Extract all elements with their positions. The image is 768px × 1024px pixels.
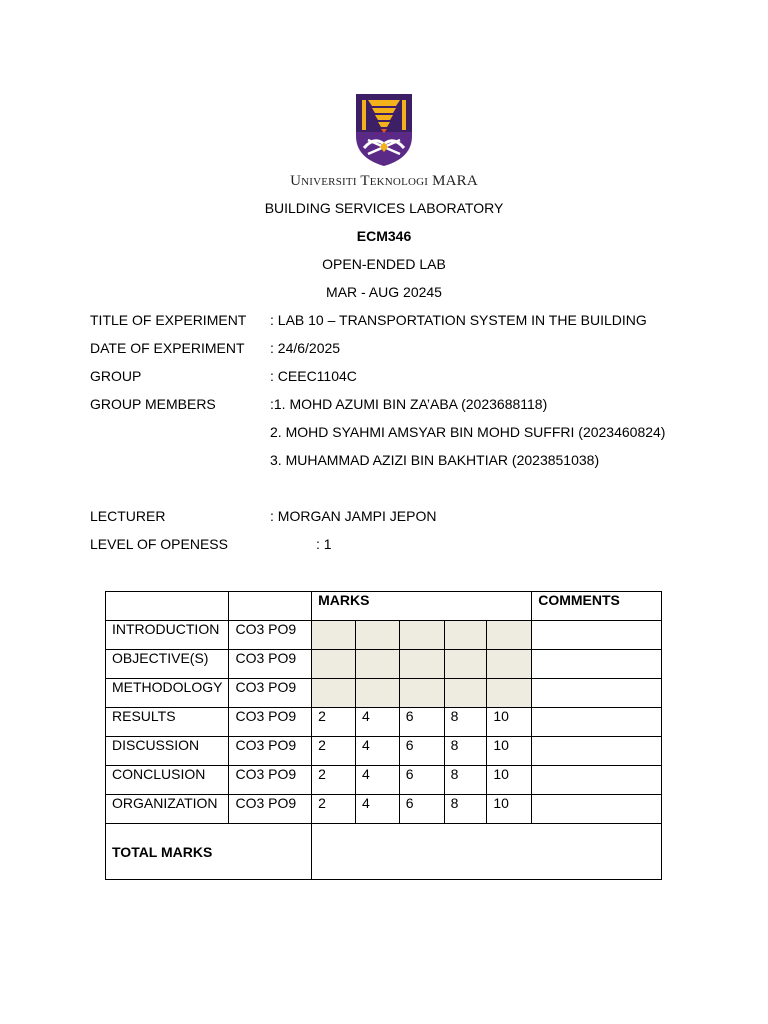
mark-cell[interactable]	[355, 650, 399, 679]
mark-cell[interactable]: 6	[399, 708, 444, 737]
mark-cell[interactable]	[312, 650, 356, 679]
mark-cell[interactable]	[444, 621, 487, 650]
comment-cell[interactable]	[532, 795, 662, 824]
mark-cell[interactable]: 6	[399, 766, 444, 795]
lecturer-value: : MORGAN JAMPI JEPON	[270, 508, 437, 524]
lab-name: BUILDING SERVICES LABORATORY	[264, 200, 504, 216]
mark-cell[interactable]: 10	[487, 795, 532, 824]
marks-header: MARKS	[312, 592, 532, 621]
date-value: : 24/6/2025	[270, 340, 341, 356]
mark-cell[interactable]: 2	[312, 708, 356, 737]
mark-cell[interactable]	[444, 650, 487, 679]
outcome-cell: CO3 PO9	[229, 679, 312, 708]
mark-cell[interactable]: 8	[444, 737, 487, 766]
member-2: 2. MOHD SYAHMI AMSYAR BIN MOHD SUFFRI (2023460824)	[270, 424, 666, 440]
criterion-cell: METHODOLOGY	[106, 679, 229, 708]
mark-cell[interactable]: 2	[312, 766, 356, 795]
criterion-cell: RESULTS	[106, 708, 229, 737]
mark-cell[interactable]: 4	[355, 766, 399, 795]
mark-cell[interactable]	[399, 621, 444, 650]
mark-cell[interactable]: 6	[399, 737, 444, 766]
criterion-cell: INTRODUCTION	[106, 621, 229, 650]
comment-cell[interactable]	[532, 650, 662, 679]
mark-cell[interactable]: 4	[355, 795, 399, 824]
outcome-cell: CO3 PO9	[229, 621, 312, 650]
mark-cell[interactable]: 6	[399, 795, 444, 824]
mark-cell[interactable]	[355, 621, 399, 650]
comment-cell[interactable]	[532, 679, 662, 708]
openess-label: LEVEL OF OPENESS	[90, 536, 228, 552]
mark-cell[interactable]	[312, 679, 356, 708]
table-row	[106, 795, 662, 824]
table-row	[106, 621, 662, 650]
member-3: 3. MUHAMMAD AZIZI BIN BAKHTIAR (2023851038)	[270, 452, 600, 468]
criterion-cell: CONCLUSION	[106, 766, 229, 795]
table-row	[106, 737, 662, 766]
comments-header: COMMENTS	[532, 592, 662, 621]
table-header-row	[106, 592, 662, 621]
header-empty-cell	[106, 592, 229, 621]
university-name: Universiti Teknologi MARA	[290, 173, 478, 189]
total-row	[106, 824, 662, 880]
title-value: : LAB 10 – TRANSPORTATION SYSTEM IN THE BUILDING	[270, 312, 647, 328]
mark-cell[interactable]	[312, 621, 356, 650]
semester: MAR - AUG 20245	[326, 284, 442, 300]
mark-cell[interactable]: 2	[312, 795, 356, 824]
group-label: GROUP	[90, 368, 142, 384]
table-row	[106, 679, 662, 708]
outcome-cell: CO3 PO9	[229, 795, 312, 824]
comment-cell[interactable]	[532, 621, 662, 650]
table-row	[106, 766, 662, 795]
mark-cell[interactable]: 10	[487, 708, 532, 737]
mark-cell[interactable]	[399, 679, 444, 708]
uitm-logo	[354, 92, 414, 168]
outcome-cell: CO3 PO9	[229, 650, 312, 679]
outcome-cell: CO3 PO9	[229, 708, 312, 737]
criterion-cell: OBJECTIVE(S)	[106, 650, 229, 679]
criterion-cell: ORGANIZATION	[106, 795, 229, 824]
total-marks-label: TOTAL MARKS	[106, 824, 312, 880]
comment-cell[interactable]	[532, 766, 662, 795]
table-row	[106, 708, 662, 737]
mark-cell[interactable]	[487, 679, 532, 708]
mark-cell[interactable]: 4	[355, 708, 399, 737]
openess-value: : 1	[316, 536, 332, 552]
member-1: :1. MOHD AZUMI BIN ZA’ABA (2023688118)	[270, 396, 548, 412]
title-label: TITLE OF EXPERIMENT	[90, 312, 247, 328]
lab-type: OPEN-ENDED LAB	[322, 256, 446, 272]
mark-cell[interactable]: 8	[444, 708, 487, 737]
group-value: : CEEC1104C	[270, 368, 357, 384]
header-empty-cell	[229, 592, 312, 621]
course-code: ECM346	[356, 228, 412, 244]
mark-cell[interactable]	[399, 650, 444, 679]
marks-table	[105, 591, 662, 880]
mark-cell[interactable]: 10	[487, 766, 532, 795]
mark-cell[interactable]	[444, 679, 487, 708]
mark-cell[interactable]: 8	[444, 795, 487, 824]
outcome-cell: CO3 PO9	[229, 737, 312, 766]
comment-cell[interactable]	[532, 708, 662, 737]
lecturer-label: LECTURER	[90, 508, 166, 524]
mark-cell[interactable]: 10	[487, 737, 532, 766]
outcome-cell: CO3 PO9	[229, 766, 312, 795]
mark-cell[interactable]	[355, 679, 399, 708]
criterion-cell: DISCUSSION	[106, 737, 229, 766]
mark-cell[interactable]: 8	[444, 766, 487, 795]
table-row	[106, 650, 662, 679]
mark-cell[interactable]	[487, 621, 532, 650]
date-label: DATE OF EXPERIMENT	[90, 340, 245, 356]
comment-cell[interactable]	[532, 737, 662, 766]
mark-cell[interactable]: 2	[312, 737, 356, 766]
mark-cell[interactable]: 4	[355, 737, 399, 766]
members-label: GROUP MEMBERS	[90, 396, 216, 412]
mark-cell[interactable]	[487, 650, 532, 679]
total-marks-value[interactable]	[312, 824, 662, 880]
